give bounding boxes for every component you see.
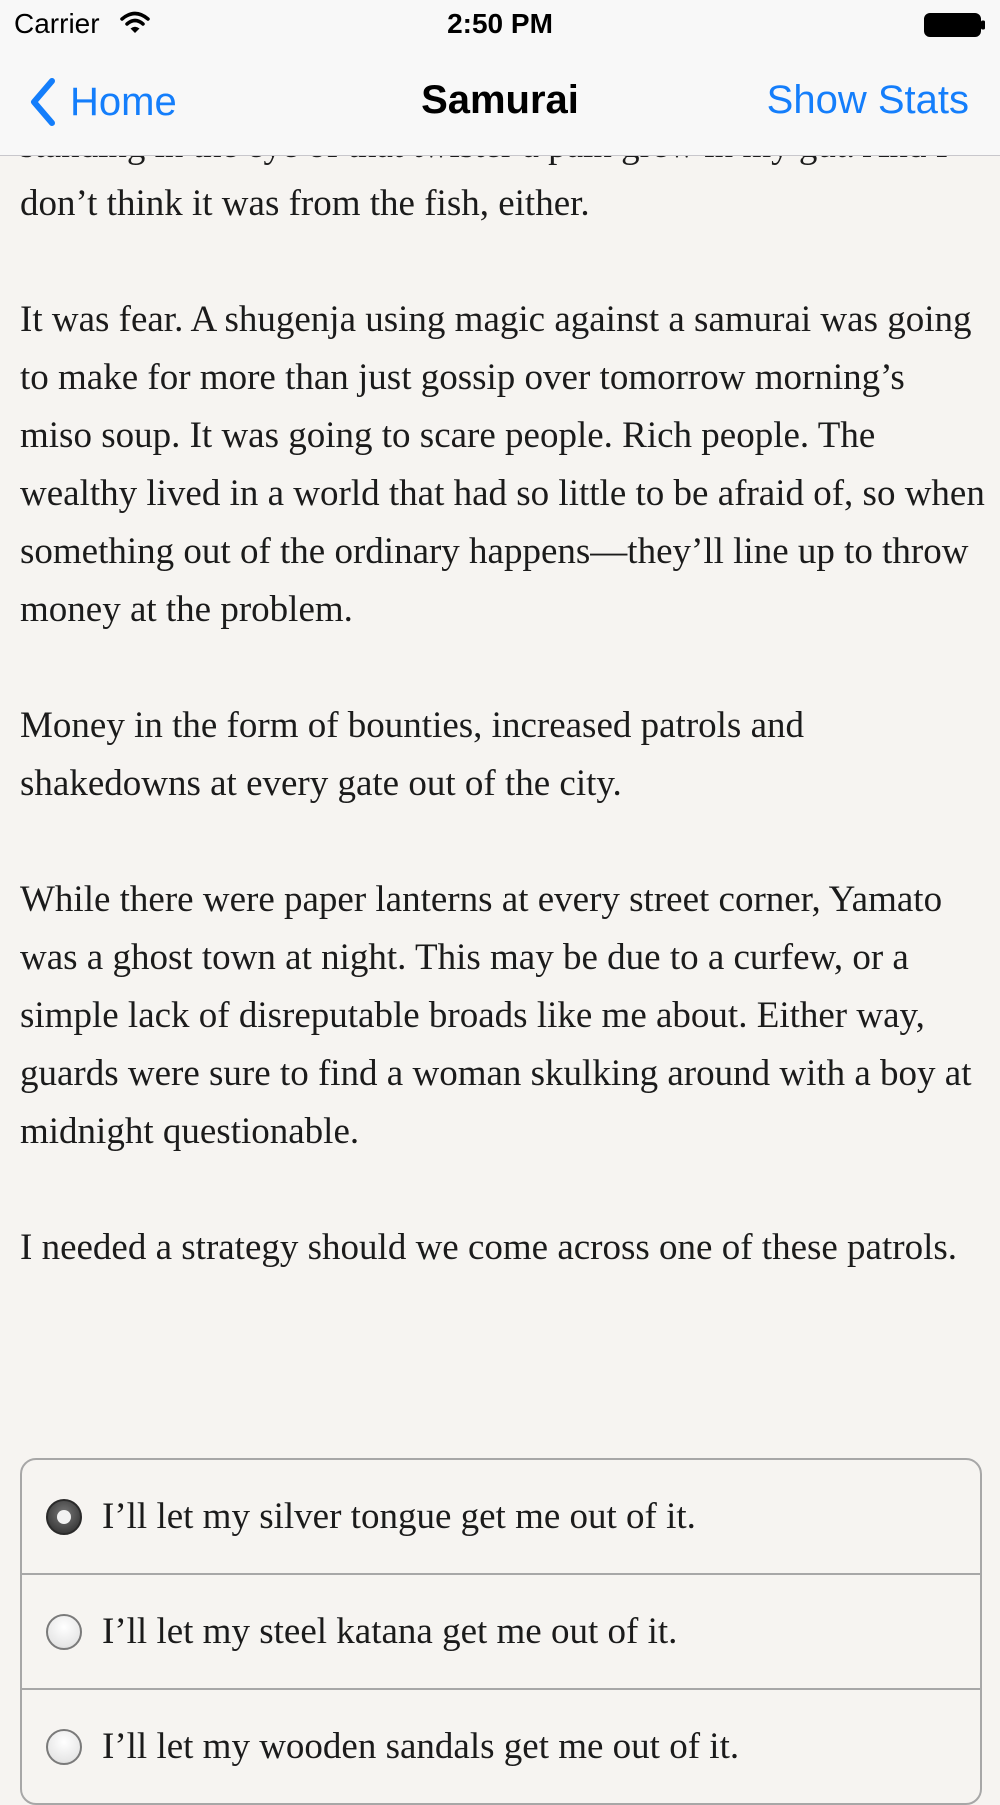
- choice-item-silver-tongue[interactable]: [22, 1460, 980, 1575]
- choice-label: I’ll let my steel katana get me out of it.: [102, 1611, 678, 1652]
- top-chrome: [0, 0, 1000, 156]
- battery-icon: [924, 13, 986, 37]
- story-paragraph: Money in the form of bounties, increased patrols and shakedowns at every gate out of the city.: [20, 705, 804, 804]
- story-paragraph: don’t think it was from the fish, either.: [20, 183, 590, 224]
- story-paragraph: While there were paper lanterns at every street corner, Yamato was a ghost town at night. This may be due to a curfew, or a simple lack of disreputable broads like me about. Either way, guards were sure to find a woman skulking around with a boy at midnight questionable.: [20, 879, 972, 1152]
- story-paragraph: I needed a strategy should we come across one of these patrols.: [20, 1227, 958, 1268]
- carrier-label: Carrier: [14, 8, 100, 39]
- show-stats-button[interactable]: Show Stats: [766, 78, 969, 122]
- back-button[interactable]: [26, 74, 177, 130]
- chevron-left-icon: [26, 76, 60, 128]
- choice-label: I’ll let my wooden sandals get me out of it.: [102, 1726, 740, 1767]
- story-paragraph: It was fear. A shugenja using magic against a samurai was going to make for more than just gossip over tomorrow morning’s miso soup. It was going to scare people. Rich people. The wealthy lived in a world that had so little to be afraid of, so when something out of the ordinary happens—they’ll line up to throw money at the problem.: [20, 299, 985, 630]
- radio-selected-icon[interactable]: [46, 1499, 82, 1535]
- choice-item-steel-katana[interactable]: [22, 1575, 980, 1690]
- navigation-bar: [0, 52, 1000, 155]
- story-text: [20, 0, 985, 1335]
- back-label: Home: [70, 79, 177, 124]
- choice-list: [20, 1458, 982, 1805]
- choice-label: I’ll let my silver tongue get me out of it.: [102, 1496, 696, 1537]
- page-title: Samurai: [421, 78, 579, 122]
- choice-item-wooden-sandals[interactable]: [22, 1690, 980, 1803]
- radio-unselected-icon[interactable]: [46, 1614, 82, 1650]
- radio-unselected-icon[interactable]: [46, 1729, 82, 1765]
- status-time: 2:50 PM: [447, 8, 553, 39]
- status-bar: [0, 0, 1000, 52]
